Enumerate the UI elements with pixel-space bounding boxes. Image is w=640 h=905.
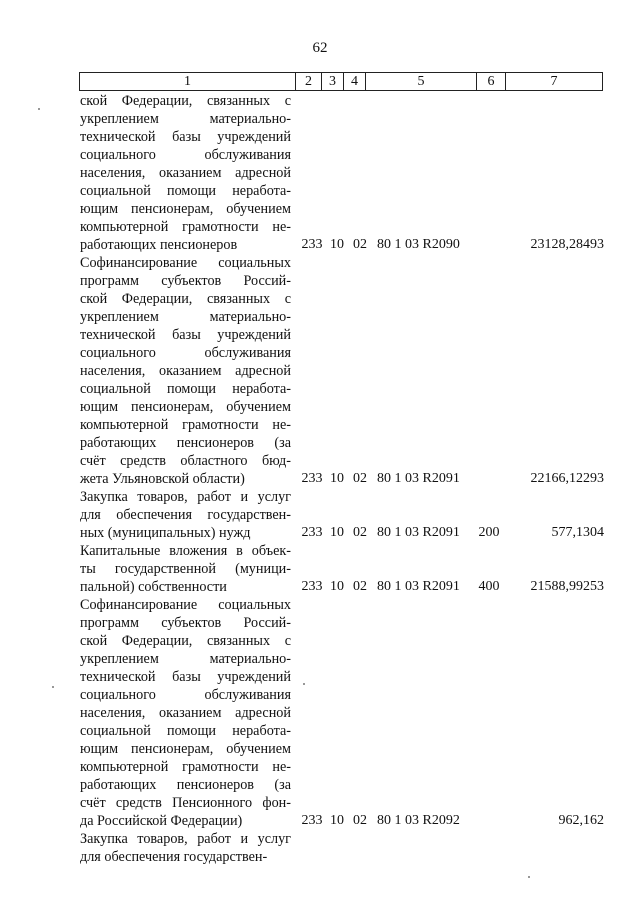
row-description [80, 596, 291, 830]
description-line: для обеспечения государствен- [80, 849, 268, 865]
row-values [80, 524, 610, 542]
target-article-code: 80 1 03 R2091 [377, 579, 460, 594]
section-code: 10 [330, 471, 344, 486]
column-header-6: 6 [477, 73, 506, 91]
subsection-code: 02 [353, 525, 367, 540]
description-line: ской Федерации, связанных с [80, 93, 291, 109]
row-values [80, 812, 610, 830]
description-line: счёт средств областного бюд- [80, 453, 291, 469]
amount: 962,162 [558, 813, 604, 828]
description-line: социального обслуживания [80, 687, 291, 703]
description-line: технической базы учреждений [80, 327, 291, 343]
column-header-3: 3 [322, 73, 344, 91]
amount: 577,1304 [551, 525, 604, 540]
description-line: ской Федерации, связанных с [80, 633, 291, 649]
description-line: Капитальные вложения в объек- [80, 543, 291, 559]
description-line: ющим пенсионерам, обучением [80, 741, 291, 757]
description-line: укреплением материально- [80, 309, 291, 325]
scan-speck [528, 876, 530, 878]
column-header-5: 5 [366, 73, 477, 91]
row-description [80, 254, 291, 488]
description-line: укреплением материально- [80, 651, 291, 667]
description-line: населения, оказанием адресной [80, 165, 291, 181]
chapter-code: 233 [301, 525, 323, 540]
expense-type-code: 400 [478, 579, 500, 594]
section-code: 10 [330, 579, 344, 594]
subsection-code: 02 [353, 237, 367, 252]
page-number: 62 [312, 40, 328, 56]
chapter-code: 233 [301, 579, 323, 594]
column-header-4: 4 [344, 73, 366, 91]
column-header-table [79, 72, 603, 91]
description-line: счёт средств Пенсионного фон- [80, 795, 291, 811]
subsection-code: 02 [353, 813, 367, 828]
description-line: пальной) собственности [80, 579, 227, 595]
description-line: ющим пенсионерам, обучением [80, 201, 291, 217]
chapter-code: 233 [301, 237, 323, 252]
subsection-code: 02 [353, 471, 367, 486]
description-line: работающих пенсионеров [80, 237, 238, 253]
target-article-code: 80 1 03 R2092 [377, 813, 460, 828]
row-values [80, 236, 610, 254]
scan-speck [303, 683, 305, 685]
target-article-code: 80 1 03 R2091 [377, 471, 460, 486]
description-line: программ субъектов Россий- [80, 273, 291, 289]
amount: 23128,28493 [530, 237, 604, 252]
description-line: социальной помощи неработа- [80, 381, 291, 397]
description-line: укреплением материально- [80, 111, 291, 127]
description-line: работающих пенсионеров (за [80, 777, 291, 793]
chapter-code: 233 [301, 471, 323, 486]
description-line: технической базы учреждений [80, 129, 291, 145]
description-line: жета Ульяновской области) [80, 471, 245, 487]
description-line: социального обслуживания [80, 345, 291, 361]
description-line: населения, оказанием адресной [80, 363, 291, 379]
column-header-7: 7 [506, 73, 603, 91]
description-line: Софинансирование социальных [80, 597, 291, 613]
chapter-code: 233 [301, 813, 323, 828]
column-header-1: 1 [80, 73, 296, 91]
column-header-row [80, 73, 603, 91]
description-line: Закупка товаров, работ и услуг [80, 489, 291, 505]
description-line: работающих пенсионеров (за [80, 435, 291, 451]
row-values [80, 470, 610, 488]
row-values [80, 848, 610, 866]
description-line: социального обслуживания [80, 147, 291, 163]
amount: 22166,12293 [530, 471, 604, 486]
description-line: Софинансирование социальных [80, 255, 291, 271]
description-line: ных (муниципальных) нужд [80, 525, 251, 541]
expense-type-code: 200 [478, 525, 500, 540]
row-description [80, 92, 291, 254]
description-line: Закупка товаров, работ и услуг [80, 831, 291, 847]
section-code: 10 [330, 525, 344, 540]
description-line: компьютерной грамотности не- [80, 219, 291, 235]
description-line: ской Федерации, связанных с [80, 291, 291, 307]
section-code: 10 [330, 237, 344, 252]
description-line: социальной помощи неработа- [80, 723, 291, 739]
description-line: ющим пенсионерам, обучением [80, 399, 291, 415]
description-line: социальной помощи неработа- [80, 183, 291, 199]
row-values [80, 578, 610, 596]
description-line: населения, оказанием адресной [80, 705, 291, 721]
section-code: 10 [330, 813, 344, 828]
description-line: ты государственной (муници- [80, 561, 291, 577]
amount: 21588,99253 [530, 579, 604, 594]
description-line: да Российской Федерации) [80, 813, 243, 829]
column-header-2: 2 [296, 73, 322, 91]
scan-speck [52, 686, 54, 688]
target-article-code: 80 1 03 R2090 [377, 237, 460, 252]
description-line: технической базы учреждений [80, 669, 291, 685]
subsection-code: 02 [353, 579, 367, 594]
description-line: для обеспечения государствен- [80, 507, 291, 523]
target-article-code: 80 1 03 R2091 [377, 525, 460, 540]
description-line: компьютерной грамотности не- [80, 417, 291, 433]
description-line: компьютерной грамотности не- [80, 759, 291, 775]
scan-speck [38, 108, 40, 110]
description-line: программ субъектов Россий- [80, 615, 291, 631]
